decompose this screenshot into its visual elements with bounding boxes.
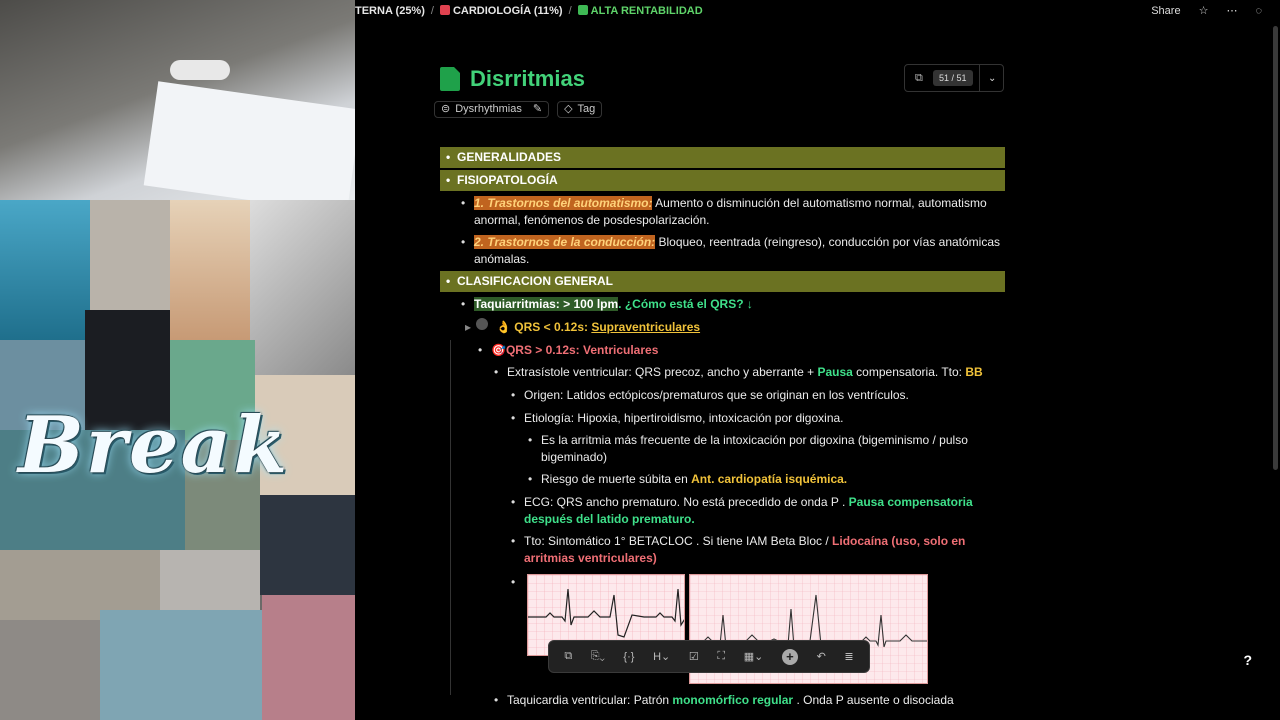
checkbox-icon[interactable]: ☑ <box>688 651 699 663</box>
alias-label: Dysrhythmias <box>455 103 522 115</box>
item-text: Riesgo de muerte súbita en <box>541 472 692 486</box>
anatomy-photo <box>170 200 250 340</box>
comments-icon[interactable]: ◌ <box>1255 4 1262 17</box>
highlight-label: Taquiarritmias: > 100 lpm <box>474 297 619 311</box>
breadcrumb <box>355 5 703 17</box>
alias-icon: ⊜ <box>441 103 451 115</box>
chevron-down-icon[interactable]: ⌄ <box>988 72 997 84</box>
list-item[interactable] <box>541 471 847 488</box>
highlight-label: 2. Trastornos de la conducción: <box>474 235 656 249</box>
breadcrumb-label: CARDIOLOGÍA (11%) <box>452 5 563 17</box>
tag-button[interactable] <box>557 101 602 118</box>
item-text: Tto: Sintomático 1° BETACLOC . Si tiene IAM Beta Bloc / <box>524 534 833 548</box>
red-book-icon <box>440 5 450 15</box>
outline-guide <box>450 340 451 695</box>
list-item-supraventriculares[interactable] <box>496 319 700 336</box>
item-text: Taquicardia ventricular: Patrón <box>507 693 673 707</box>
item-text: Lidocaína (uso, solo en <box>832 534 966 548</box>
section-clasificacion[interactable]: • CLASIFICACION GENERAL <box>440 271 1005 292</box>
title-row <box>440 66 585 92</box>
drag-handle[interactable] <box>476 318 488 330</box>
surgery-photo <box>0 200 90 340</box>
notes-app <box>355 0 1280 720</box>
tablet-photo <box>90 200 170 310</box>
list-item-ventriculares[interactable] <box>491 342 658 359</box>
divider <box>979 65 980 91</box>
item-text: QRS < 0.12s: <box>514 320 592 334</box>
section-fisiopatologia[interactable]: • FISIOPATOLOGÍA <box>440 170 1005 191</box>
breadcrumb-item-alta-rentabilidad[interactable] <box>578 5 703 17</box>
help-button[interactable]: ? <box>1243 652 1252 668</box>
list-item[interactable] <box>507 364 983 381</box>
copy-icon: ⧉ <box>915 71 923 84</box>
section-generalidades[interactable]: • GENERALIDADES <box>440 147 1005 168</box>
item-text: . ¿Cómo está el QRS? ↓ <box>618 297 753 311</box>
breadcrumb-separator: / <box>568 5 572 17</box>
breadcrumb-separator: / <box>430 5 434 17</box>
top-actions <box>1151 4 1262 17</box>
item-link[interactable]: Supraventriculares <box>591 320 701 334</box>
page-icon[interactable] <box>440 67 460 91</box>
paste-icon[interactable]: ⎘⌄ <box>590 650 605 662</box>
code-icon[interactable]: {·} <box>623 650 635 663</box>
item-text-cont: anormal, fenómenos de posdespolarización. <box>474 213 710 227</box>
tag-label: Tag <box>577 103 596 115</box>
list-item[interactable] <box>474 234 1000 251</box>
share-button[interactable]: Share <box>1151 4 1181 17</box>
item-text: Ant. cardiopatía isquémica. <box>691 472 848 486</box>
mouse-photo <box>170 60 230 80</box>
item-text: compensatoria. Tto: <box>852 365 966 379</box>
image-icon[interactable]: ⛶ <box>717 650 726 662</box>
item-text: Pausa <box>817 365 853 379</box>
star-icon[interactable]: ☆ <box>1198 5 1209 17</box>
expand-toggle-icon[interactable]: ▸ <box>465 320 472 334</box>
list-item[interactable] <box>524 533 965 550</box>
tag-icon: ◇ <box>564 103 573 115</box>
item-text: Aumento o disminución del automatismo normal, automatismo <box>652 196 987 210</box>
stethoscope-photo <box>250 200 355 375</box>
item-text: Pausa compensatoria <box>848 495 973 509</box>
list-item[interactable]: • Es la arritmia más frecuente de la intoxicación por digoxina (bigeminismo / pulso <box>541 432 968 449</box>
undo-icon[interactable]: ↶ <box>816 651 826 663</box>
monitor-photo <box>260 495 355 595</box>
item-text-cont: bigeminado) <box>541 450 608 464</box>
list-item[interactable]: • Etiología: Hipoxia, hipertiroidismo, intoxicación por digoxina. <box>524 410 844 427</box>
copy-icon[interactable]: ⧉ <box>564 650 573 662</box>
heading-icon[interactable]: H⌄ <box>653 651 671 663</box>
tag-row <box>434 101 602 118</box>
ok-hand-icon: 👌 <box>496 320 511 334</box>
page-title[interactable]: Disrritmias <box>470 66 585 91</box>
item-text: Bloqueo, reentrada (reingreso), conducción por vías anatómicas <box>655 235 1001 249</box>
item-text-cont: después del latido prematuro. <box>524 512 695 526</box>
item-text-cont: arritmias ventriculares) <box>524 551 657 565</box>
highlight-label: 1. Trastornos del automatismo: <box>474 196 653 210</box>
item-text: Extrasístole ventricular: QRS precoz, ancho y aberrante + <box>507 365 818 379</box>
keyboard-icon[interactable]: ≣ <box>844 651 854 663</box>
list-item[interactable] <box>474 195 987 212</box>
list-item[interactable] <box>507 692 954 709</box>
floating-toolbar <box>548 640 870 673</box>
green-book-icon <box>578 5 588 15</box>
reference-counter[interactable] <box>904 64 1004 92</box>
table-icon[interactable]: ▦⌄ <box>743 651 764 663</box>
item-text-cont: anómalas. <box>474 252 530 266</box>
equipment-photo <box>100 610 265 720</box>
item-text: monomórfico regular <box>672 693 794 707</box>
item-text: QRS > 0.12s: Ventriculares <box>505 343 659 357</box>
break-overlay-text: Break <box>18 400 290 491</box>
list-item-taquiarritmias[interactable] <box>474 296 753 313</box>
more-icon[interactable]: ⋯ <box>1226 5 1238 17</box>
item-text: BB <box>965 365 983 379</box>
list-item[interactable] <box>524 494 973 511</box>
scrubs-photo <box>262 595 355 720</box>
alias-tag[interactable] <box>434 101 549 118</box>
item-text: . Onda P ausente o disociada <box>793 693 954 707</box>
list-item[interactable]: • Origen: Latidos ectópicos/prematuros que se originan en los ventrículos. <box>524 387 909 404</box>
breadcrumb-item-cardiologia[interactable] <box>440 5 563 17</box>
item-text: ECG: QRS ancho prematuro. No está precedido de onda P . <box>524 495 849 509</box>
target-icon: 🎯 <box>491 343 506 357</box>
scrollbar[interactable] <box>1273 26 1278 470</box>
breadcrumb-label: ALTA RENTABILIDAD <box>590 5 703 17</box>
edit-icon[interactable]: ✎ <box>532 103 543 115</box>
counter-value: 51 / 51 <box>933 70 973 86</box>
breadcrumb-item-terna[interactable]: TERNA (25%) <box>355 5 425 17</box>
add-icon[interactable]: + <box>782 649 798 665</box>
top-bar <box>355 0 1280 24</box>
background-collage <box>0 0 355 720</box>
